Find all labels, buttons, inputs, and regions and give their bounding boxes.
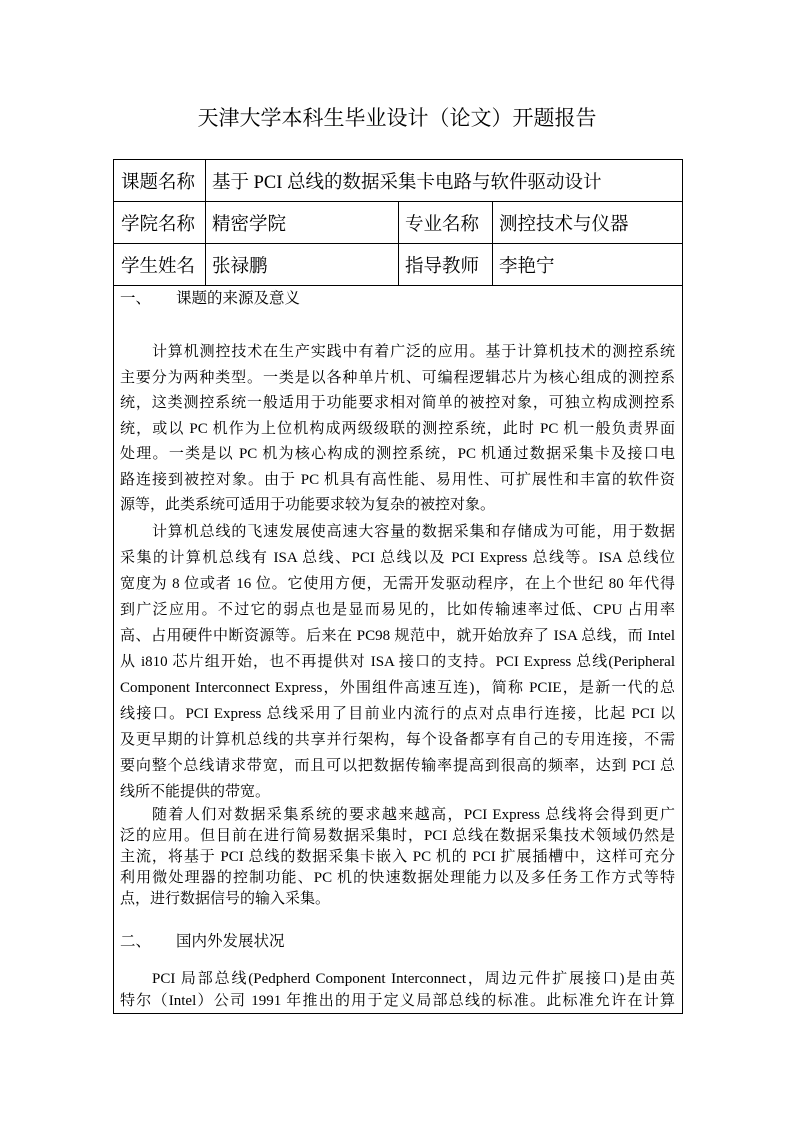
section-heading [120,931,675,953]
paragraph-line: 要向整个总线请求带宽，而且可以把数据传输率提高到很高的频率，达到 PCI 总 [120,757,675,774]
paragraph-line: Component Interconnect Express，外围组件高速互连)，简称 PCIE，是新一代的总 [120,679,675,696]
college-value: 精密学院 [206,202,399,244]
paragraph-line: 点，进行数据信号的输入采集。 [120,890,331,907]
proposal-form-table [113,159,683,1014]
paragraph-line: 主流，将基于 PCI 总线的数据采集卡嵌入 PC 机的 PCI 扩展插槽中，这样可充分 [120,848,675,865]
advisor-label: 指导教师 [399,244,493,286]
major-label: 专业名称 [399,202,493,244]
paragraph-line: 特尔（Intel）公司 1991 年推出的用于定义局部总线的标准。此标准允许在计算 [120,992,675,1009]
proposal-body [114,286,682,1013]
paragraph-line: 采集的计算机总线有 ISA 总线、PCI 总线以及 PCI Express 总线等。ISA 总线位 [120,549,675,566]
paragraph-line: 宽度为 8 位或者 16 位。它使用方便，无需开发驱动程序，在上个世纪 80 年代得 [120,575,675,592]
page-title: 天津大学本科生毕业设计（论文）开题报告 [197,106,597,130]
paragraph-line: 统，这类测控系统一般适用于功能要求相对简单的被控对象，可独立构成测控系 [120,395,675,411]
paragraph-line: PCI 局部总线(Pedpherd Component Interconnect，周边元件扩展接口)是由英 [152,970,675,987]
paragraph [120,968,675,1012]
paragraph-line: 随着人们对数据采集系统的要求越来越高，PCI Express 总线将会得到更广 [152,806,675,823]
paragraph-line: 到广泛应用。不过它的弱点也是显而易见的，比如传输速率过低、CPU 占用率 [120,601,675,618]
paragraph-line: 泛的应用。但目前在进行简易数据采集时，PCI 总线在数据采集技术领域仍然是 [120,827,675,844]
student-label: 学生姓名 [114,244,206,286]
paragraph-line: 处理。一类是以 PC 机为核心构成的测控系统，PC 机通过数据采集卡及接口电 [120,446,675,462]
paragraph-line: 线接口。PCI Express 总线采用了目前业内流行的点对点串行连接，比起 PCI 以 [120,705,675,722]
paragraph-line: 及更早期的计算机总线的共享并行架构，每个设备都享有自己的专用连接，不需 [120,731,675,748]
advisor-value: 李艳宁 [493,244,682,286]
paragraph-line: 从 i810 芯片组开始，也不再提供对 ISA 接口的支持。PCI Express 总线(Peripheral [120,653,675,670]
paragraph-line: 主要分为两种类型。一类是以各种单片机、可编程逻辑芯片为核心组成的测控系 [120,369,675,386]
section-number: 二、 [120,932,152,950]
paragraph-line: 利用微处理器的控制功能、PC 机的快速数据处理能力以及多任务工作方式等特 [120,869,675,886]
section-number: 一、 [120,290,152,307]
section-title: 国内外发展状况 [176,932,285,950]
paragraph-line: 统，或以 PC 机作为上位机构成两级级联的测控系统，此时 PC 机一般负责界面 [120,420,675,437]
paragraph [120,805,675,910]
section-title: 课题的来源及意义 [176,290,301,307]
paragraph [120,519,675,805]
topic-label: 课题名称 [114,160,206,202]
paragraph-line: 路连接到被控对象。由于 PC 机具有高性能、易用性、可扩展性和丰富的软件资 [120,471,675,488]
paragraph-line: 计算机总线的飞速发展使高速大容量的数据采集和存储成为可能，用于数据 [152,523,675,540]
paragraph-line: 计算机测控技术在生产实践中有着广泛的应用。基于计算机技术的测控系统 [152,344,675,360]
major-value: 测控技术与仪器 [493,202,682,244]
paragraph [120,340,675,519]
section-heading [120,288,675,310]
paragraph-line: 高、占用硬件中断资源等。后来在 PC98 规范中，就开始放弃了 ISA 总线，而 Intel [120,627,675,644]
college-label: 学院名称 [114,202,206,244]
paragraph-line: 源等，此类系统可适用于功能要求较为复杂的被控对象。 [120,497,496,513]
paragraph-line: 线所不能提供的带宽。 [120,783,271,800]
topic-value: 基于 PCI 总线的数据采集卡电路与软件驱动设计 [206,160,682,202]
student-value: 张禄鹏 [206,244,399,286]
